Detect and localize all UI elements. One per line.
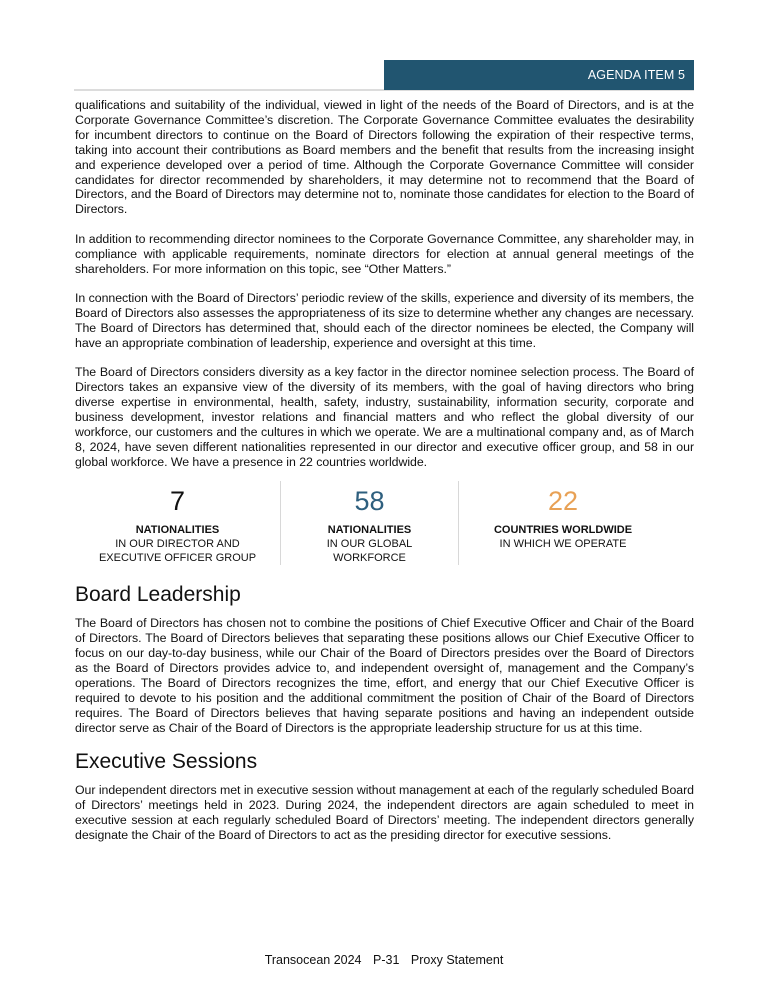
footer-document: Proxy Statement bbox=[410, 953, 504, 967]
paragraph-diversity: The Board of Directors considers diversity as a key factor in the director nominee selection process. The Board of Directors takes an expansive view of the diversity of its members, with the goal of having directors who bring diverse expertise in environmental, health, safety, industry, sustainability, information security, corporate and business development, investor relations and financial matters and who reflect the global diversity of our workforce, our customers and the cultures in which we operate. We are a multinational company and, as of March 8, 2024, have seven different nationalities represented in our director and executive officer group, and 58 in our global workforce. We have a presence in 22 countries worldwide. bbox=[75, 365, 694, 469]
paragraph-nomination-discretion: qualifications and suitability of the individual, viewed in light of the needs of the Board of Directors, and is at the Corporate Governance Committee’s discretion. The Corporate Governance Committee evaluates the desirability for incumbent directors to continue on the Board of Directors following the expiration of their respective terms, taking into account their contributions as Board members and the benefit that results from the increasing insight and experience developed over a period of time. Although the Corporate Governance Committee will consider candidates for director recommended by shareholders, it may determine not to recommend that the Board of Directors, and the Board of Directors may determine not to, nominate those candidates for election to the Board of Directors. bbox=[75, 98, 694, 217]
paragraph-shareholder-nominations: In addition to recommending director nominees to the Corporate Governance Committee, any shareholder may, in compliance with applicable requirements, nominate directors for election at annual general meetings of the shareholders. For more information on this topic, see “Other Matters.” bbox=[75, 231, 694, 276]
stat-value: 22 bbox=[547, 486, 579, 517]
diversity-stats bbox=[75, 481, 694, 569]
paragraph-board-size-review: In connection with the Board of Directors’ periodic review of the skills, experience and diversity of its members, the Board of Directors also assesses the appropriateness of its size to determine whether any changes are necessary. The Board of Directors has determined that, should each of the director nominees be elected, the Company will have an appropriate combination of leadership, experience and oversight at this time. bbox=[75, 290, 694, 350]
stat-sub: IN WHICH WE OPERATE bbox=[499, 538, 627, 551]
section-banner bbox=[384, 60, 694, 90]
stat-sub: WORKFORCE bbox=[333, 552, 406, 565]
stat-countries bbox=[459, 481, 667, 569]
stat-sub: EXECUTIVE OFFICER GROUP bbox=[98, 552, 257, 565]
stat-workforce-nationalities bbox=[281, 481, 458, 569]
stat-sub: IN OUR GLOBAL bbox=[326, 538, 413, 551]
page-content bbox=[75, 98, 694, 857]
paragraph-board-leadership: The Board of Directors has chosen not to combine the positions of Chief Executive Officer and Chair of the Board of Directors. The Board of Directors believes that separating these positions allows our Chief Executive Officer to focus on our day-to-day business, while our Chair of the Board of Directors presides over the Board of Directors as the Board of Directors provides advice to, and independent oversight of, management and the Company’s operations. The Board of Directors recognizes the time, effort, and energy that our Chief Executive Officer is required to devote to his position and the additional commitment the position of Chair of the Board of Directors requires. The Board of Directors believes that having separate positions and having an independent outside director serve as Chair of the Board of Directors is the appropriate leadership structure for us at this time. bbox=[75, 616, 694, 735]
stat-label: NATIONALITIES bbox=[327, 524, 412, 537]
heading-board-leadership: Board Leadership bbox=[75, 583, 241, 607]
stat-sub: IN OUR DIRECTOR AND bbox=[115, 538, 240, 551]
stat-director-nationalities bbox=[75, 481, 280, 569]
stat-value: 58 bbox=[354, 486, 385, 517]
heading-executive-sessions: Executive Sessions bbox=[75, 750, 258, 774]
footer-company: Transocean 2024 bbox=[264, 953, 362, 967]
paragraph-executive-sessions: Our independent directors met in executive session without management at each of the regularly scheduled Board of Directors’ meetings held in 2023. During 2024, the independent directors are again scheduled to meet in executive session at each regularly scheduled Board of Directors’ meeting. The independent directors generally designate the Chair of the Board of Directors to act as the presiding director for executive sessions. bbox=[75, 783, 694, 842]
stat-value: 7 bbox=[169, 486, 186, 517]
page-footer bbox=[0, 953, 768, 967]
footer-page-number: P-31 bbox=[373, 953, 400, 967]
agenda-item-label: AGENDA ITEM 5 bbox=[587, 68, 685, 82]
stat-label: NATIONALITIES bbox=[135, 524, 220, 537]
stat-label: COUNTRIES WORLDWIDE bbox=[493, 524, 633, 537]
